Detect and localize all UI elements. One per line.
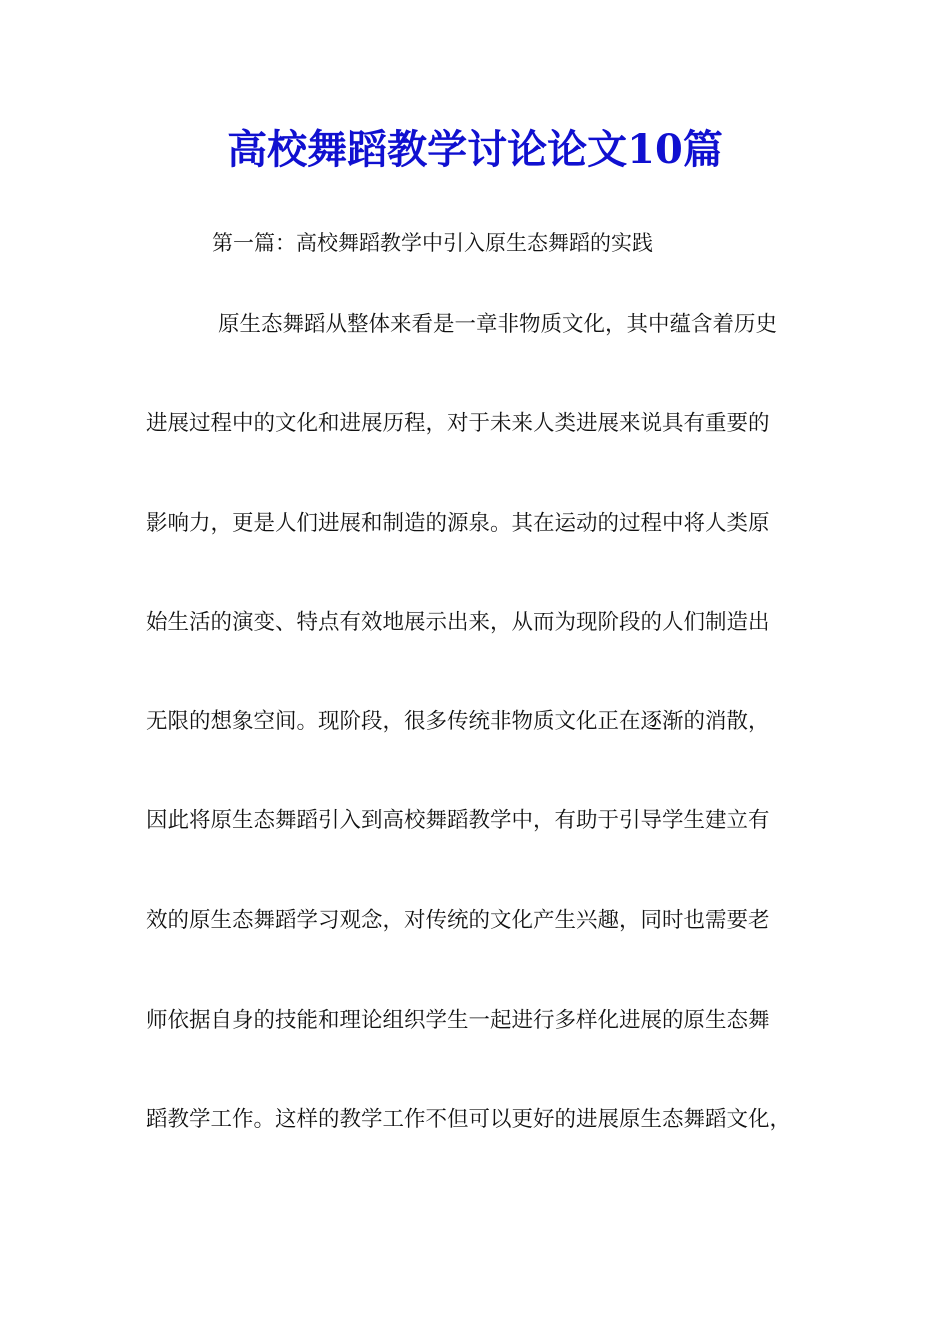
body-line: 原生态舞蹈从整体来看是一章非物质文化，其中蕴含着历史: [218, 312, 778, 337]
document-title: 高校舞蹈教学讨论论文10篇: [227, 126, 723, 173]
body-line: 影响力，更是人们进展和制造的源泉。其在运动的过程中将人类原: [146, 511, 770, 536]
body-line: 师依据自身的技能和理论组织学生一起进行多样化进展的原生态舞: [146, 1008, 770, 1033]
body-line: 无限的想象空间。现阶段，很多传统非物质文化正在逐渐的消散，: [146, 709, 770, 734]
body-line: 效的原生态舞蹈学习观念，对传统的文化产生兴趣，同时也需要老: [146, 908, 770, 933]
body-line: 蹈教学工作。这样的教学工作不但可以更好的进展原生态舞蹈文化，: [146, 1107, 792, 1132]
body-line: 因此将原生态舞蹈引入到高校舞蹈教学中，有助于引导学生建立有: [146, 808, 770, 833]
body-line: 进展过程中的文化和进展历程，对于未来人类进展来说具有重要的: [146, 411, 770, 436]
body-line: 始生活的演变、特点有效地展示出来，从而为现阶段的人们制造出: [146, 610, 770, 635]
section-heading: 第一篇：高校舞蹈教学中引入原生态舞蹈的实践: [212, 231, 653, 255]
